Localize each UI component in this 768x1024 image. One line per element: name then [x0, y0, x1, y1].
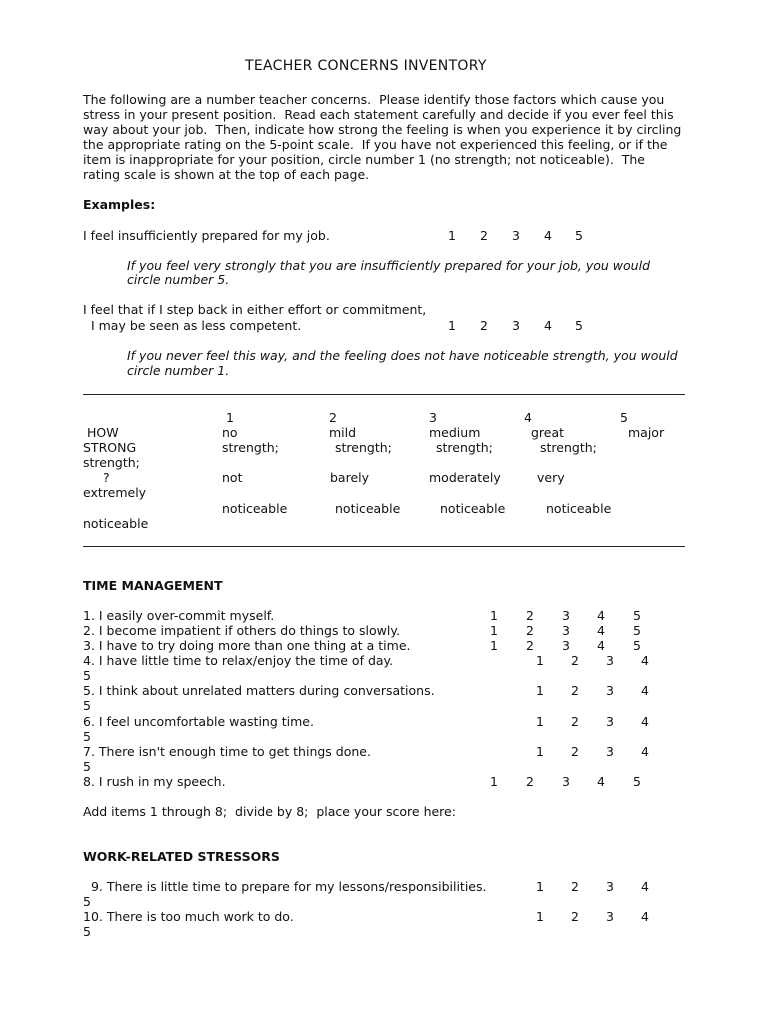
scale-word: very — [537, 470, 565, 485]
rating-1[interactable]: 1 — [536, 714, 544, 729]
rating-1[interactable]: 1 — [536, 653, 544, 668]
rating-5[interactable]: 5 — [83, 924, 91, 939]
intro-line: item is inappropriate for your position, circle number 1 (no strength; not noticeable). The — [83, 152, 645, 167]
scale-wrap: extremely — [83, 485, 147, 500]
section-heading-work-related: WORK-RELATED STRESSORS — [83, 849, 280, 864]
rating-3[interactable]: 3 — [562, 638, 570, 653]
rating-2[interactable]: 2 — [526, 774, 534, 789]
rating-5[interactable]: 5 — [575, 318, 583, 333]
rating-3[interactable]: 3 — [606, 909, 614, 924]
rating-4[interactable]: 4 — [641, 879, 649, 894]
rating-2[interactable]: 2 — [571, 909, 579, 924]
scale-wrap: noticeable — [83, 516, 149, 531]
rating-1[interactable]: 1 — [448, 228, 456, 243]
rating-4[interactable]: 4 — [544, 318, 552, 333]
list-item: 3. I have to try doing more than one thing at a time. — [83, 638, 411, 653]
scale-word: strength; — [335, 440, 392, 455]
intro-line: rating scale is shown at the top of each page. — [83, 167, 370, 182]
rating-1[interactable]: 1 — [490, 608, 498, 623]
scale-word: noticeable — [335, 501, 401, 516]
rating-4[interactable]: 4 — [597, 774, 605, 789]
scale-word: medium — [429, 425, 481, 440]
rating-4[interactable]: 4 — [597, 638, 605, 653]
rating-4[interactable]: 4 — [641, 714, 649, 729]
rating-3[interactable]: 3 — [512, 228, 520, 243]
example-2-statement: I may be seen as less competent. — [83, 318, 302, 333]
rating-1[interactable]: 1 — [490, 638, 498, 653]
rating-3[interactable]: 3 — [512, 318, 520, 333]
rating-1[interactable]: 1 — [490, 774, 498, 789]
rating-5[interactable]: 5 — [633, 623, 641, 638]
rating-3[interactable]: 3 — [606, 744, 614, 759]
rating-2[interactable]: 2 — [526, 638, 534, 653]
scale-word: noticeable — [546, 501, 612, 516]
intro-line: the appropriate rating on the 5-point scale. If you have not experienced this feeling, or if the — [83, 137, 668, 152]
list-item: 4. I have little time to relax/enjoy the time of day. — [83, 653, 394, 668]
rating-5[interactable]: 5 — [83, 759, 91, 774]
scale-word: mild — [329, 425, 357, 440]
scale-word: strength; — [436, 440, 493, 455]
rating-1[interactable]: 1 — [536, 683, 544, 698]
rating-5[interactable]: 5 — [83, 698, 91, 713]
rating-2[interactable]: 2 — [571, 714, 579, 729]
rating-2[interactable]: 2 — [526, 608, 534, 623]
rating-4[interactable]: 4 — [641, 653, 649, 668]
rating-5[interactable]: 5 — [83, 729, 91, 744]
list-item: 10. There is too much work to do. — [83, 909, 294, 924]
examples-heading: Examples: — [83, 197, 156, 212]
rating-4[interactable]: 4 — [597, 623, 605, 638]
divider — [83, 394, 685, 395]
rating-3[interactable]: 3 — [606, 683, 614, 698]
example-2-note: If you never feel this way, and the feeling does not have noticeable strength, you would — [127, 348, 678, 363]
rating-2[interactable]: 2 — [571, 744, 579, 759]
rating-4[interactable]: 4 — [544, 228, 552, 243]
rating-2[interactable]: 2 — [571, 683, 579, 698]
rating-3[interactable]: 3 — [606, 714, 614, 729]
rating-2[interactable]: 2 — [571, 879, 579, 894]
rating-2[interactable]: 2 — [526, 623, 534, 638]
rating-5[interactable]: 5 — [633, 608, 641, 623]
rating-1[interactable]: 1 — [536, 909, 544, 924]
scale-number: 5 — [620, 410, 628, 425]
rating-4[interactable]: 4 — [641, 683, 649, 698]
scale-word: not — [222, 470, 243, 485]
rating-5[interactable]: 5 — [83, 668, 91, 683]
scale-word: noticeable — [222, 501, 288, 516]
rating-5[interactable]: 5 — [633, 774, 641, 789]
intro-line: way about your job. Then, indicate how strong the feeling is when you experience it by circling — [83, 122, 682, 137]
rating-1[interactable]: 1 — [448, 318, 456, 333]
rating-5[interactable]: 5 — [633, 638, 641, 653]
rating-4[interactable]: 4 — [641, 744, 649, 759]
section-heading-time-management: TIME MANAGEMENT — [83, 578, 223, 593]
rating-3[interactable]: 3 — [562, 608, 570, 623]
scale-strong-label: STRONG — [83, 440, 137, 455]
scale-question: ? — [103, 470, 110, 485]
scale-word: moderately — [429, 470, 501, 485]
list-item: 5. I think about unrelated matters during conversations. — [83, 683, 435, 698]
rating-5[interactable]: 5 — [83, 894, 91, 909]
intro-line: stress in your present position. Read each statement carefully and decide if you ever feel this — [83, 107, 674, 122]
list-item: 1. I easily over-commit myself. — [83, 608, 275, 623]
list-item: 2. I become impatient if others do things to slowly. — [83, 623, 400, 638]
rating-3[interactable]: 3 — [562, 623, 570, 638]
rating-3[interactable]: 3 — [606, 653, 614, 668]
rating-3[interactable]: 3 — [562, 774, 570, 789]
scale-wrap: strength; — [83, 455, 140, 470]
list-item: 9. There is little time to prepare for my lessons/responsibilities. — [83, 879, 487, 894]
example-2-statement: I feel that if I step back in either effort or commitment, — [83, 302, 427, 317]
rating-5[interactable]: 5 — [575, 228, 583, 243]
page-title: TEACHER CONCERNS INVENTORY — [245, 58, 487, 74]
example-2-note: circle number 1. — [127, 363, 230, 378]
rating-2[interactable]: 2 — [571, 653, 579, 668]
example-1-statement: I feel insufficiently prepared for my job. — [83, 228, 330, 243]
scale-number: 4 — [524, 410, 532, 425]
list-item: 8. I rush in my speech. — [83, 774, 226, 789]
rating-1[interactable]: 1 — [536, 879, 544, 894]
scale-number: 1 — [226, 410, 234, 425]
divider — [83, 546, 685, 547]
scale-word: major — [628, 425, 665, 440]
rating-3[interactable]: 3 — [606, 879, 614, 894]
list-item: 6. I feel uncomfortable wasting time. — [83, 714, 314, 729]
rating-2[interactable]: 2 — [480, 318, 488, 333]
scale-number: 2 — [329, 410, 337, 425]
scale-word: noticeable — [440, 501, 506, 516]
scale-word: no — [222, 425, 238, 440]
rating-1[interactable]: 1 — [536, 744, 544, 759]
scale-word: great — [531, 425, 565, 440]
rating-1[interactable]: 1 — [490, 623, 498, 638]
example-1-note: If you feel very strongly that you are insufficiently prepared for your job, you would — [127, 258, 650, 273]
intro-line: The following are a number teacher concerns. Please identify those factors which cause you — [83, 92, 665, 107]
scale-how-label: HOW — [87, 425, 119, 440]
rating-4[interactable]: 4 — [597, 608, 605, 623]
scale-word: strength; — [222, 440, 279, 455]
rating-4[interactable]: 4 — [641, 909, 649, 924]
list-item: 7. There isn't enough time to get things done. — [83, 744, 371, 759]
example-1-note: circle number 5. — [127, 272, 230, 287]
scale-word: strength; — [540, 440, 597, 455]
scale-word: barely — [330, 470, 370, 485]
score-instruction: Add items 1 through 8; divide by 8; place your score here: — [83, 804, 456, 819]
rating-2[interactable]: 2 — [480, 228, 488, 243]
scale-number: 3 — [429, 410, 437, 425]
